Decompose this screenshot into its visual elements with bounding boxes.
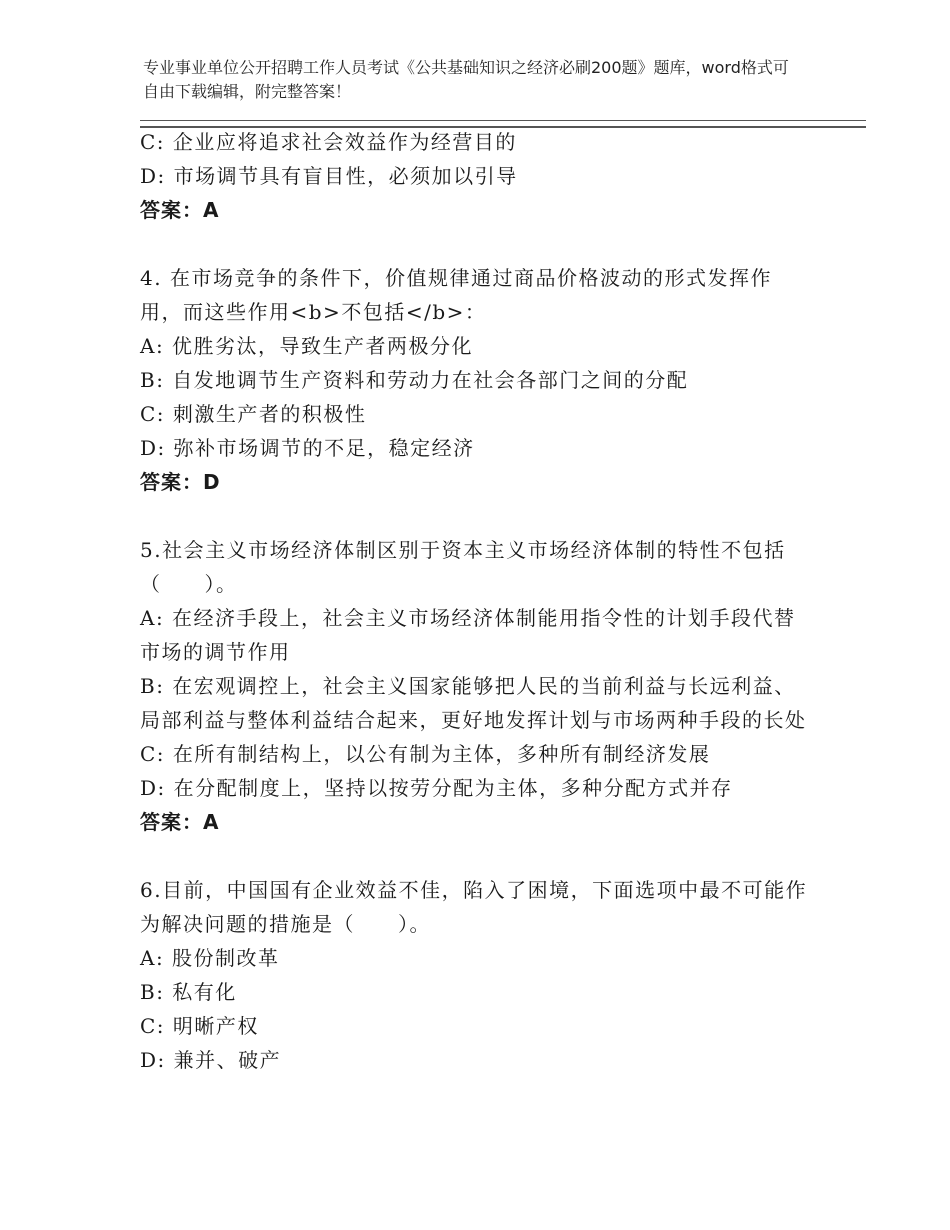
answer: 答案：A xyxy=(140,810,220,834)
question-stem: 5.社会主义市场经济体制区别于资本主义市场经济体制的特性不包括（ ）。 xyxy=(140,538,786,596)
option-c: C: 在所有制结构上，以公有制为主体，多种所有制经济发展 xyxy=(140,742,711,766)
option-a: A: 股份制改革 xyxy=(140,946,280,970)
option-d: D: 市场调节具有盲目性，必须加以引导 xyxy=(140,164,518,188)
question-stem: 6.目前，中国国有企业效益不佳，陷入了困境，下面选项中最不可能作为解决问题的措施是（ ）。 xyxy=(140,878,808,936)
option-c: C: 企业应将追求社会效益作为经营目的 xyxy=(140,130,517,154)
question-4 xyxy=(140,261,810,499)
answer: 答案：A xyxy=(140,198,220,222)
option-c: C: 明晰产权 xyxy=(140,1014,259,1038)
option-b: B: 在宏观调控上，社会主义国家能够把人民的当前利益与长远利益、局部利益与整体利益结合起来，更好地发挥计划与市场两种手段的长处 xyxy=(140,674,807,732)
option-b: B: 自发地调节生产资料和劳动力在社会各部门之间的分配 xyxy=(140,368,689,392)
option-a: A: 优胜劣汰，导致生产者两极分化 xyxy=(140,334,474,358)
option-d: D: 兼并、破产 xyxy=(140,1048,282,1072)
question-stem: 4. 在市场竞争的条件下，价值规律通过商品价格波动的形式发挥作用，而这些作用<b>不包括</b>： xyxy=(140,266,772,324)
question-3-tail xyxy=(140,125,810,227)
option-b: B: 私有化 xyxy=(140,980,237,1004)
document-body xyxy=(140,125,810,1077)
answer: 答案：D xyxy=(140,470,221,494)
document-header: 专业事业单位公开招聘工作人员考试《公共基础知识之经济必刷200题》题库，word格式可自由下载编辑，附完整答案！ xyxy=(143,58,789,101)
option-a: A: 在经济手段上，社会主义市场经济体制能用指令性的计划手段代替市场的调节作用 xyxy=(140,606,796,664)
question-6 xyxy=(140,873,810,1077)
option-d: D: 弥补市场调节的不足，稳定经济 xyxy=(140,436,475,460)
option-c: C: 刺激生产者的积极性 xyxy=(140,402,367,426)
option-d: D: 在分配制度上，坚持以按劳分配为主体，多种分配方式并存 xyxy=(140,776,733,800)
question-5 xyxy=(140,533,810,839)
